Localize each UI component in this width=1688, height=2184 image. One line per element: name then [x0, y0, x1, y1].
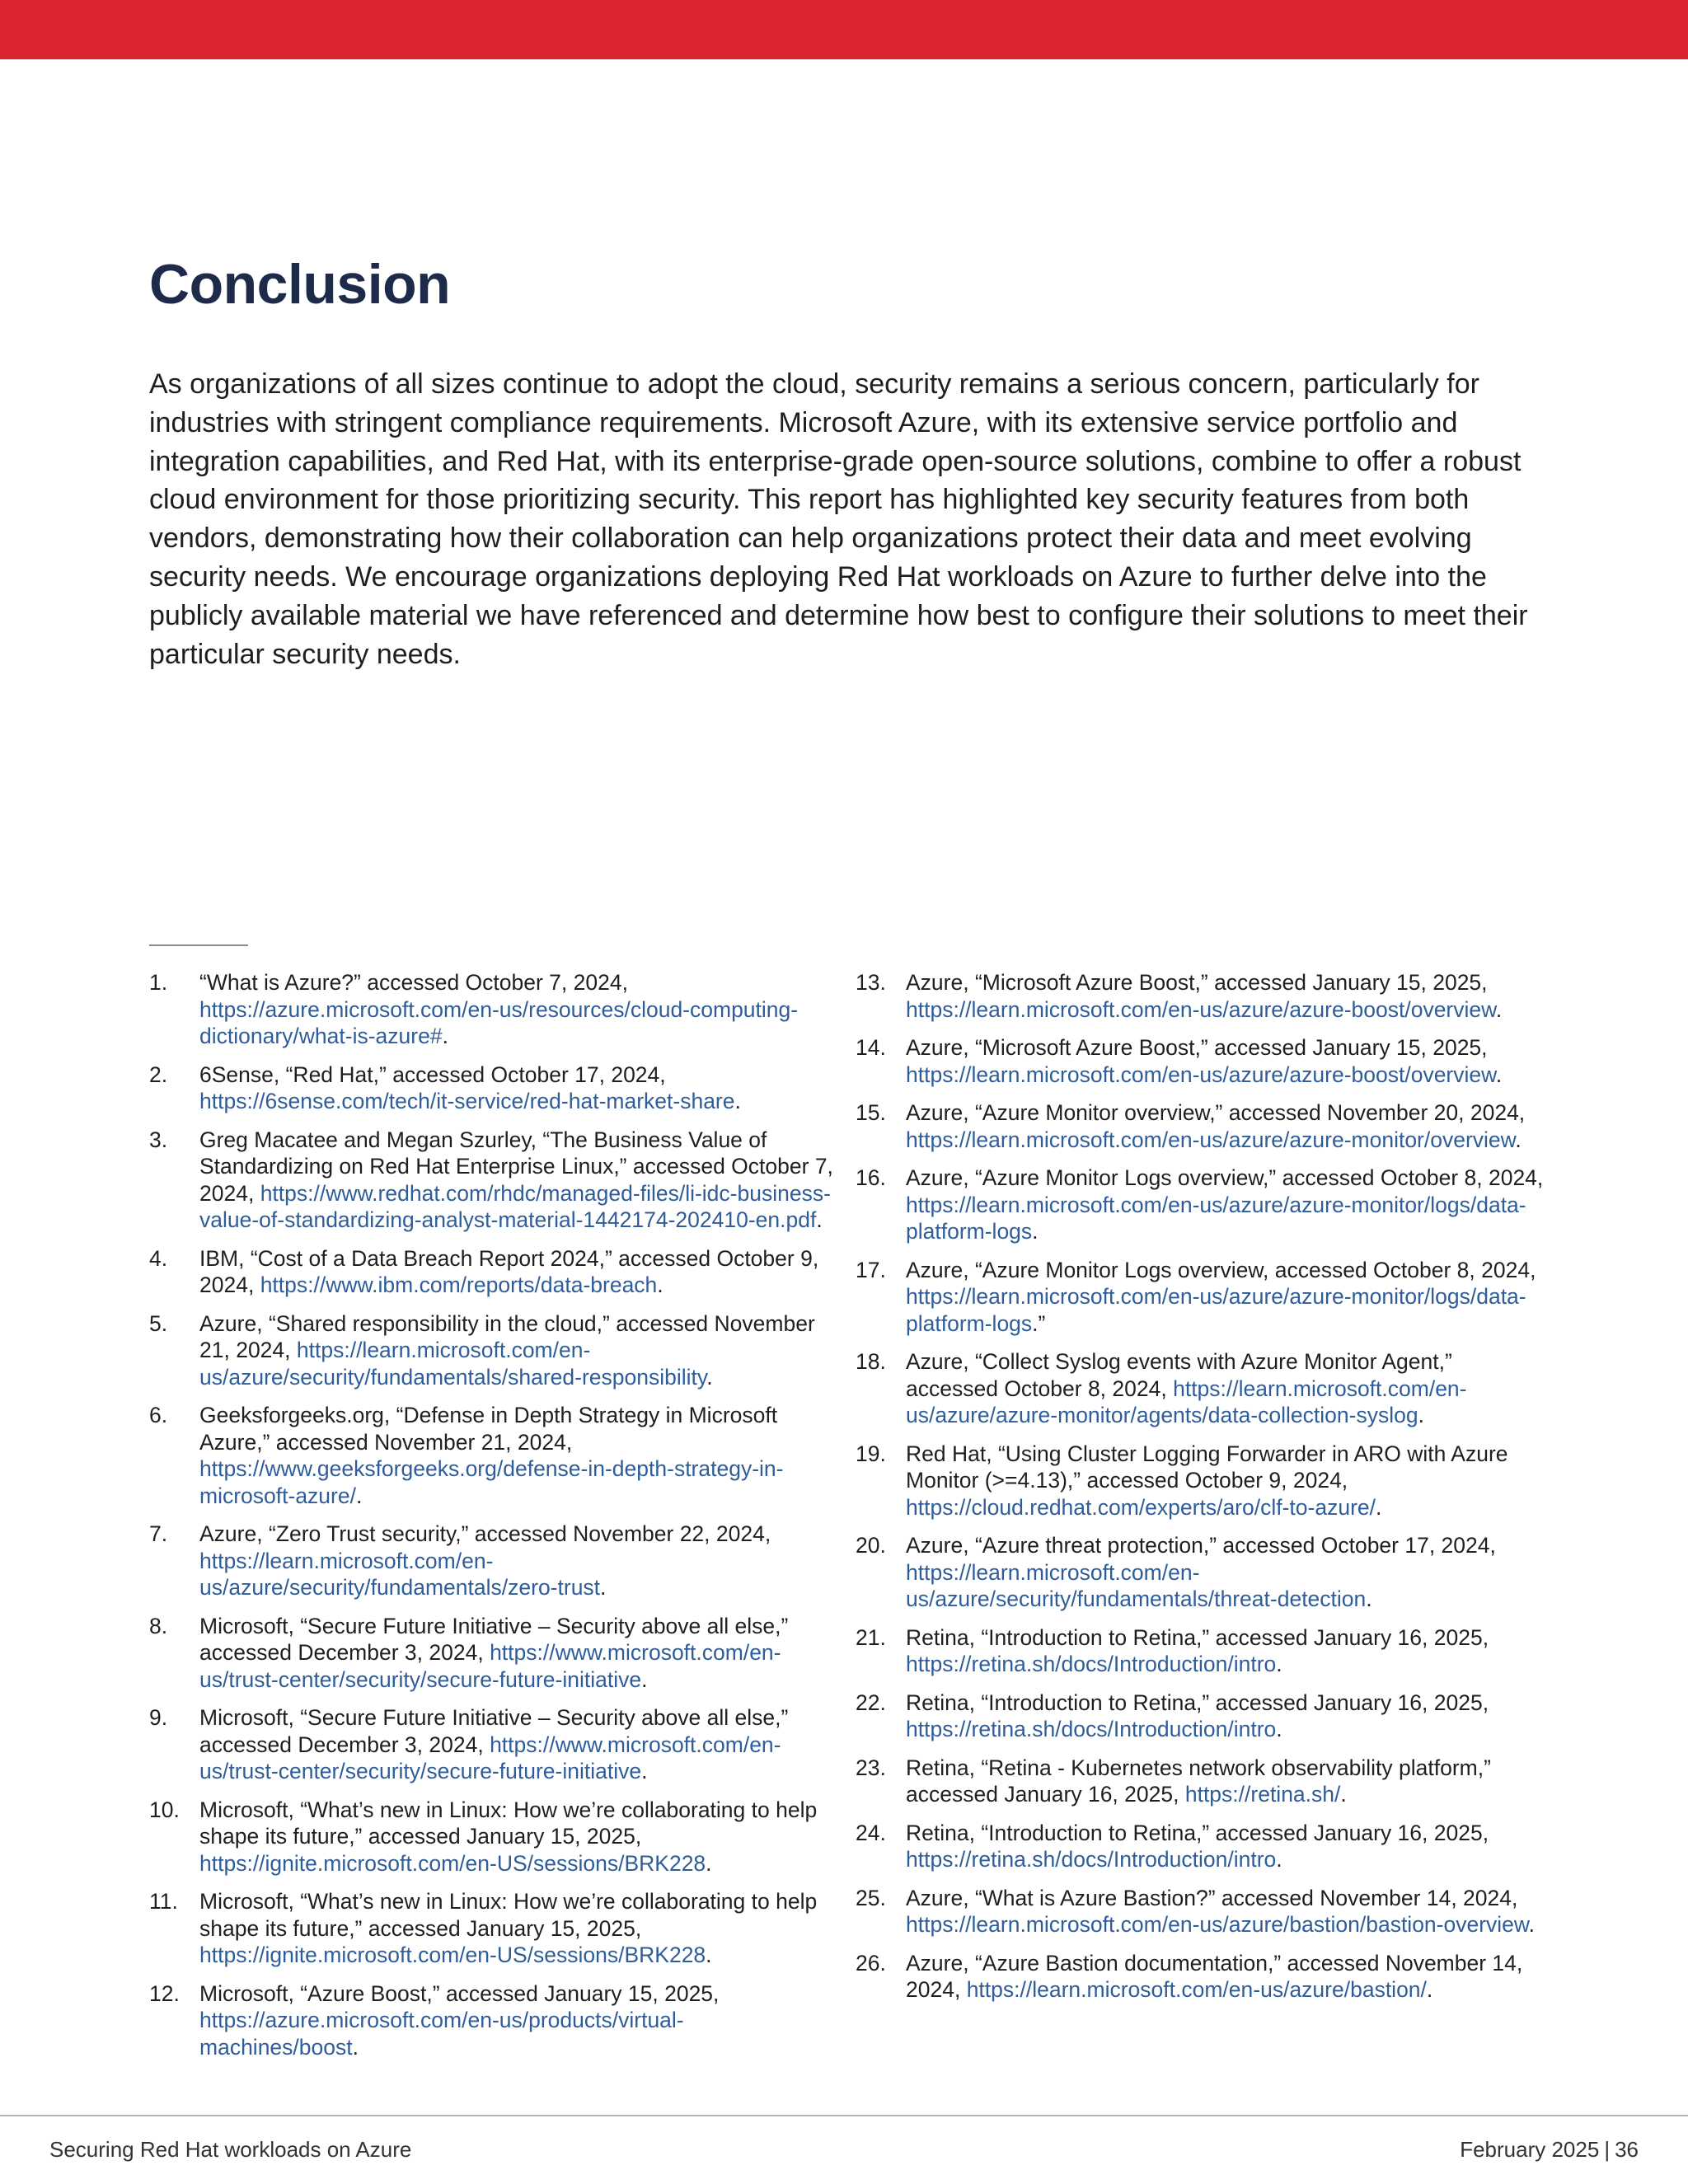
reference-text: Retina, “Introduction to Retina,” accessed January 16, 2025, [906, 1820, 1489, 1845]
reference-text: Retina, “Introduction to Retina,” accessed January 16, 2025, [906, 1624, 1489, 1650]
reference-punctuation: . [1276, 1717, 1282, 1741]
reference-item [149, 1704, 842, 1785]
reference-link[interactable]: https://learn.microsoft.com/en-us/azure/bastion/ [966, 1977, 1427, 2002]
reference-text: Azure, “Azure Bastion documentation,” accessed November 14, 2024, [906, 1950, 1523, 2002]
reference-punctuation: . [1340, 1782, 1347, 1807]
reference-text: Azure, “Microsoft Azure Boost,” accessed January 15, 2025, [906, 1035, 1488, 1060]
reference-number: 4. [149, 1245, 168, 1271]
reference-number: 1. [149, 970, 168, 995]
reference-punctuation: . [734, 1089, 741, 1113]
reference-link[interactable]: https://learn.microsoft.com/en-us/azure/bastion/bastion-overview [906, 1912, 1529, 1937]
reference-number: 12. [149, 1980, 180, 2006]
reference-link[interactable]: https://learn.microsoft.com/en-us/azure/azure-monitor/logs/data-platform-logs [906, 1284, 1526, 1336]
reference-link[interactable]: https://ignite.microsoft.com/en-US/sessions/BRK228 [199, 1850, 706, 1876]
reference-item [149, 1062, 842, 1115]
footer-page-info [1460, 2137, 1639, 2163]
reference-link[interactable]: https://cloud.redhat.com/experts/aro/clf-to-azure/ [906, 1494, 1376, 1520]
reference-text: Microsoft, “Azure Boost,” accessed January 15, 2025, [199, 1980, 720, 2006]
reference-punctuation: . [442, 1024, 448, 1048]
reference-item [856, 1950, 1548, 2004]
reference-item [149, 1127, 842, 1234]
reference-item [856, 969, 1548, 1023]
reference-number: 14. [856, 1035, 886, 1060]
reference-punctuation: . [657, 1272, 663, 1297]
reference-text: Microsoft, “Secure Future Initiative – Security above all else,” accessed December 3, 2024, [199, 1705, 789, 1757]
reference-number: 2. [149, 1062, 168, 1087]
reference-item [856, 1755, 1548, 1808]
reference-text: Azure, “Azure Monitor Logs overview, accessed October 8, 2024, [906, 1257, 1536, 1282]
top-color-bar [0, 0, 1688, 59]
reference-text: Azure, “Microsoft Azure Boost,” accessed January 15, 2025, [906, 970, 1488, 995]
reference-punctuation: . [706, 1850, 712, 1876]
reference-number: 18. [856, 1349, 886, 1374]
reference-link[interactable]: https://www.microsoft.com/en-us/trust-center/security/secure-future-initiative [199, 1732, 781, 1783]
reference-number: 7. [149, 1521, 168, 1546]
reference-number: 10. [149, 1797, 180, 1822]
reference-text: Geeksforgeeks.org, “Defense in Depth Strategy in Microsoft Azure,” accessed November 21, 2024, [199, 1403, 778, 1455]
reference-link[interactable]: https://retina.sh/docs/Introduction/intro [906, 1652, 1277, 1676]
reference-punctuation: . [1426, 1977, 1433, 2002]
reference-text: 6Sense, “Red Hat,” accessed October 17, 2024, [199, 1062, 666, 1087]
reference-punctuation: . [352, 2034, 359, 2060]
reference-punctuation: . [706, 1943, 712, 1967]
footer-separator: | [1604, 2137, 1611, 2162]
reference-link[interactable]: https://www.redhat.com/rhdc/managed-files/li-idc-business-value-of-standardizing-analyst-material-1442174-202410-en.pdf [199, 1180, 831, 1232]
reference-punctuation: . [1276, 1652, 1282, 1676]
reference-punctuation: . [1366, 1586, 1372, 1611]
reference-number: 22. [856, 1690, 886, 1715]
reference-item [856, 1165, 1548, 1245]
reference-number: 16. [856, 1165, 886, 1190]
reference-text: Red Hat, “Using Cluster Logging Forwarder in ARO with Azure Monitor (>=4.13),” accessed October 9, 2024, [906, 1441, 1508, 1493]
reference-text: Azure, “Collect Syslog events with Azure Monitor Agent,” accessed October 8, 2024, [906, 1349, 1452, 1401]
conclusion-paragraph: As organizations of all sizes continue to adopt the cloud, security remains a serious concern, particularly for industries with stringent compliance requirements. Microsoft Azure, with its extensive service portfolio and integration capabilities, and Red Hat, with its enterprise-grade open-source solutions, combine to offer a robust cloud environment for those prioritizing security. This report has highlighted key security features from both vendors, demonstrating how their collaboration can help organizations protect their data and meet evolving security needs. We encourage organizations deploying Red Hat workloads on Azure to further delve into the publicly available material we have referenced and determine how best to configure their solutions to meet their particular security needs. [149, 368, 1528, 670]
reference-text: Retina, “Retina - Kubernetes network observability platform,” accessed January 16, 2025, [906, 1755, 1491, 1807]
reference-number: 13. [856, 970, 886, 995]
reference-number: 24. [856, 1820, 886, 1845]
reference-punctuation: . [1528, 1912, 1535, 1937]
reference-number: 5. [149, 1310, 168, 1336]
reference-link[interactable]: https://learn.microsoft.com/en-us/azure/security/fundamentals/zero-trust [199, 1548, 601, 1600]
reference-number: 19. [856, 1441, 886, 1466]
reference-item [149, 1402, 842, 1509]
reference-text: Retina, “Introduction to Retina,” accessed January 16, 2025, [906, 1690, 1489, 1715]
reference-link[interactable]: https://azure.microsoft.com/en-us/resources/cloud-computing-dictionary/what-is-azure# [199, 996, 799, 1048]
reference-text: Microsoft, “What’s new in Linux: How we’re collaborating to help shape its future,” accessed January 15, 2025, [199, 1797, 818, 1849]
reference-text: Greg Macatee and Megan Szurley, “The Business Value of Standardizing on Red Hat Enterprise Linux,” accessed October 7, 2024, [199, 1127, 833, 1206]
reference-number: 26. [856, 1950, 886, 1975]
reference-punctuation: . [1376, 1494, 1382, 1520]
reference-item [856, 1441, 1548, 1521]
reference-text: Azure, “Zero Trust security,” accessed November 22, 2024, [199, 1521, 771, 1546]
references-right-column [856, 969, 1548, 2015]
reference-item [856, 1034, 1548, 1088]
reference-item [856, 1820, 1548, 1873]
reference-text: Azure, “Shared responsibility in the cloud,” accessed November 21, 2024, [199, 1310, 815, 1362]
reference-item [856, 1099, 1548, 1153]
reference-item [856, 1624, 1548, 1678]
reference-item [149, 1245, 842, 1299]
reference-number: 20. [856, 1533, 886, 1558]
reference-number: 25. [856, 1885, 886, 1910]
page-number: 36 [1615, 2137, 1639, 2162]
reference-punctuation: . [1495, 1062, 1503, 1087]
reference-number: 9. [149, 1705, 168, 1730]
reference-text: Azure, “What is Azure Bastion?” accessed November 14, 2024, [906, 1885, 1518, 1910]
footer-date: February 2025 [1460, 2137, 1600, 2162]
reference-text: Azure, “Azure Monitor overview,” accessed November 20, 2024, [906, 1100, 1526, 1125]
reference-link[interactable]: https://learn.microsoft.com/en-us/azure/security/fundamentals/shared-responsibility [199, 1338, 707, 1390]
reference-link[interactable]: https://azure.microsoft.com/en-us/products/virtual-machines/boost [199, 2008, 684, 2060]
footer-divider [0, 2115, 1688, 2116]
reference-link[interactable]: https://learn.microsoft.com/en-us/azure/azure-monitor/overview [906, 1127, 1516, 1152]
reference-item [856, 1348, 1548, 1429]
reference-punctuation: . [355, 1483, 363, 1508]
reference-text: “What is Azure?” accessed October 7, 2024, [199, 970, 628, 995]
reference-punctuation: . [641, 1666, 648, 1692]
reference-punctuation: .” [1032, 1310, 1046, 1336]
reference-link[interactable]: https://ignite.microsoft.com/en-US/sessions/BRK228 [199, 1943, 706, 1967]
reference-link[interactable]: https://learn.microsoft.com/en-us/azure/azure-boost/overview [906, 996, 1496, 1022]
reference-text: Azure, “Azure threat protection,” accessed October 17, 2024, [906, 1533, 1496, 1558]
reference-punctuation: . [600, 1575, 607, 1600]
reference-link[interactable]: https://www.microsoft.com/en-us/trust-center/security/secure-future-initiative [199, 1640, 781, 1692]
reference-link[interactable]: https://retina.sh/docs/Introduction/intro [906, 1847, 1277, 1872]
reference-punctuation: . [1515, 1127, 1522, 1152]
footnote-divider [149, 944, 248, 946]
reference-item [149, 1797, 842, 1877]
reference-punctuation: . [706, 1364, 713, 1390]
reference-link[interactable]: https://learn.microsoft.com/en-us/azure/azure-monitor/logs/data-platform-logs [906, 1192, 1526, 1244]
reference-text: Microsoft, “Secure Future Initiative – Security above all else,” accessed December 3, 2024, [199, 1613, 789, 1665]
reference-punctuation: . [1276, 1847, 1282, 1872]
reference-item [856, 1690, 1548, 1743]
references-left-column [149, 969, 842, 2072]
reference-link[interactable]: https://learn.microsoft.com/en-us/azure/azure-monitor/agents/data-collection-syslog [906, 1376, 1467, 1427]
reference-link[interactable]: https://learn.microsoft.com/en-us/azure/security/fundamentals/threat-detection [906, 1559, 1367, 1611]
reference-link[interactable]: https://retina.sh/docs/Introduction/intro [906, 1717, 1277, 1741]
reference-item [856, 1532, 1548, 1613]
reference-punctuation: . [1495, 996, 1503, 1022]
reference-item [856, 1257, 1548, 1338]
reference-link[interactable]: https://www.ibm.com/reports/data-breach [260, 1272, 658, 1297]
reference-number: 17. [856, 1257, 886, 1282]
reference-number: 23. [856, 1755, 886, 1780]
reference-link[interactable]: https://learn.microsoft.com/en-us/azure/azure-boost/overview [906, 1062, 1496, 1087]
reference-item [856, 1885, 1548, 1938]
reference-number: 21. [856, 1624, 886, 1650]
reference-item [149, 969, 842, 1050]
reference-link[interactable]: https://retina.sh/ [1184, 1782, 1341, 1807]
reference-link[interactable]: https://6sense.com/tech/it-service/red-hat-market-share [199, 1089, 735, 1113]
reference-item [149, 1613, 842, 1694]
reference-punctuation: . [641, 1759, 648, 1783]
reference-item [149, 1310, 842, 1391]
footer-document-title: Securing Red Hat workloads on Azure [49, 2137, 412, 2162]
reference-punctuation: . [1418, 1403, 1424, 1427]
reference-text: Azure, “Azure Monitor Logs overview,” accessed October 8, 2024, [906, 1165, 1544, 1190]
reference-link[interactable]: https://www.geeksforgeeks.org/defense-in-depth-strategy-in-microsoft-azure/ [199, 1456, 784, 1508]
reference-number: 6. [149, 1403, 168, 1427]
reference-text: IBM, “Cost of a Data Breach Report 2024,” accessed October 9, 2024, [199, 1245, 819, 1297]
reference-item [149, 1980, 842, 2061]
reference-number: 8. [149, 1613, 168, 1638]
reference-item [149, 1888, 842, 1969]
reference-number: 3. [149, 1127, 168, 1152]
reference-punctuation: . [1032, 1219, 1039, 1244]
page-title: Conclusion [149, 253, 451, 316]
reference-text: Microsoft, “What’s new in Linux: How we’re collaborating to help shape its future,” accessed January 15, 2025, [199, 1889, 818, 1941]
reference-number: 11. [149, 1889, 178, 1914]
reference-number: 15. [856, 1100, 886, 1125]
reference-punctuation: . [816, 1207, 823, 1232]
reference-item [149, 1521, 842, 1601]
